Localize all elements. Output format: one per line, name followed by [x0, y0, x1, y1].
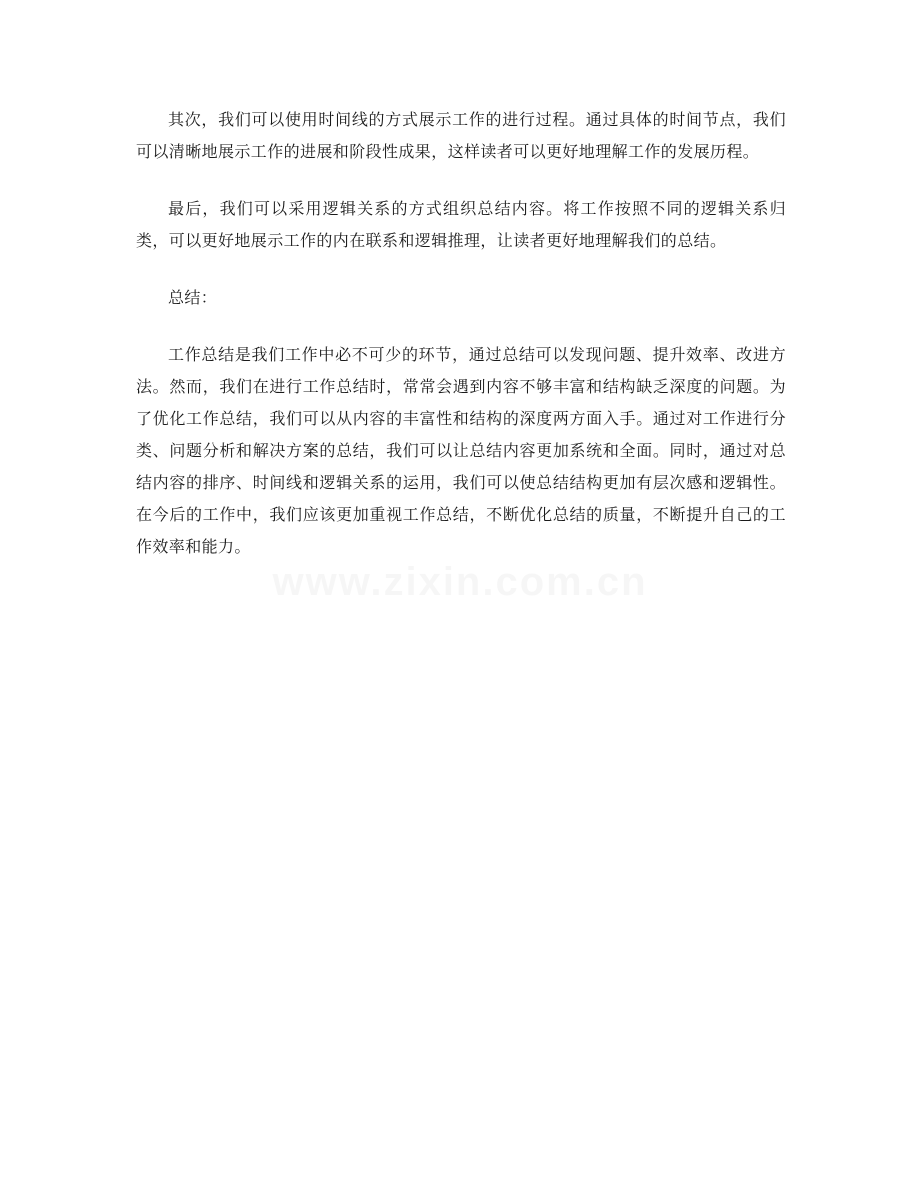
document-body	[136, 104, 786, 588]
paragraph-timeline: 其次，我们可以使用时间线的方式展示工作的进行过程。通过具体的时间节点，我们可以清晰地展示工作的进展和阶段性成果，这样读者可以更好地理解工作的发展历程。	[136, 110, 786, 161]
section-heading-summary: 总结：	[168, 288, 218, 307]
paragraph-logic: 最后，我们可以采用逻辑关系的方式组织总结内容。将工作按照不同的逻辑关系归类，可以更好地展示工作的内在联系和逻辑推理，让读者更好地理解我们的总结。	[136, 199, 786, 250]
paragraph-summary: 工作总结是我们工作中必不可少的环节，通过总结可以发现问题、提升效率、改进方法。然而，我们在进行工作总结时，常常会遇到内容不够丰富和结构缺乏深度的问题。为了优化工作总结，我们可以从内容的丰富性和结构的深度两方面入手。通过对工作进行分类、问题分析和解决方案的总结，我们可以让总结内容更加系统和全面。同时，通过对总结内容的排序、时间线和逻辑关系的运用，我们可以使总结结构更加有层次感和逻辑性。在今后的工作中，我们应该更加重视工作总结，不断优化总结的质量，不断提升自己的工作效率和能力。	[136, 345, 786, 556]
